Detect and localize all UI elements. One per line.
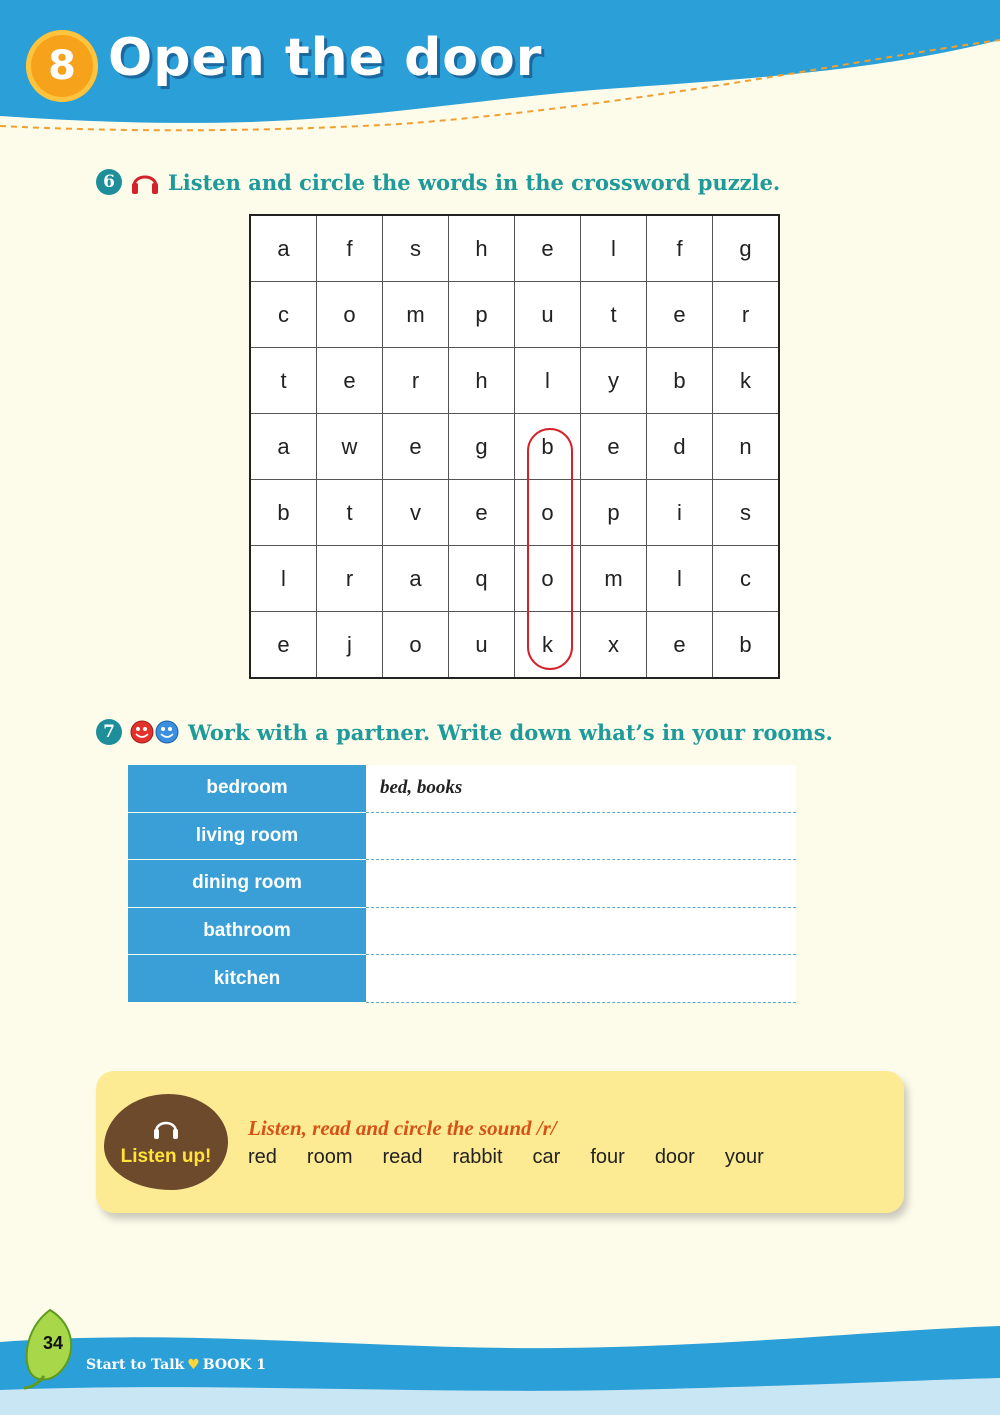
headphones-icon (151, 1114, 181, 1147)
grid-cell[interactable]: y (581, 348, 647, 414)
grid-row (250, 612, 779, 679)
grid-row (250, 546, 779, 612)
grid-cell[interactable]: e (581, 414, 647, 480)
grid-row (250, 348, 779, 414)
grid-row (250, 282, 779, 348)
listen-up-label: Listen up! (120, 1146, 212, 1167)
headphones-icon (130, 168, 160, 196)
grid-cell[interactable]: k (713, 348, 780, 414)
grid-cell[interactable]: t (250, 348, 317, 414)
grid-cell[interactable]: i (647, 480, 713, 546)
exercise-number: 6 (96, 169, 122, 195)
exercise-instruction: Listen and circle the words in the crossword puzzle. (168, 169, 781, 195)
grid-cell[interactable]: x (581, 612, 647, 679)
grid-cell[interactable]: a (383, 546, 449, 612)
sound-word[interactable]: your (724, 1146, 764, 1168)
grid-cell[interactable]: r (383, 348, 449, 414)
room-row (128, 908, 796, 956)
room-answer-field[interactable] (366, 908, 796, 956)
room-label: kitchen (128, 955, 366, 1003)
grid-cell[interactable]: t (581, 282, 647, 348)
exercise-6-heading (96, 168, 780, 196)
grid-cell[interactable]: e (647, 612, 713, 679)
grid-cell[interactable]: o (515, 546, 581, 612)
sound-word-list (248, 1146, 794, 1169)
room-row (128, 765, 796, 813)
room-answer-field[interactable] (366, 813, 796, 861)
grid-cell[interactable]: f (647, 215, 713, 282)
grid-row (250, 215, 779, 282)
book-info (86, 1357, 266, 1373)
grid-cell[interactable]: f (317, 215, 383, 282)
grid-cell[interactable]: b (647, 348, 713, 414)
grid-row (250, 414, 779, 480)
page-number: 34 (43, 1333, 64, 1353)
room-answer-field[interactable]: bed, books (366, 765, 796, 813)
book-label: BOOK 1 (202, 1357, 267, 1373)
page-title: Open the door (108, 28, 543, 88)
sound-word[interactable]: room (306, 1146, 353, 1168)
grid-cell[interactable]: e (250, 612, 317, 679)
grid-cell[interactable]: u (449, 612, 515, 679)
grid-cell[interactable]: l (515, 348, 581, 414)
grid-cell[interactable]: s (383, 215, 449, 282)
grid-cell[interactable]: k (515, 612, 581, 679)
grid-cell[interactable]: e (317, 348, 383, 414)
grid-cell[interactable]: j (317, 612, 383, 679)
grid-cell[interactable]: c (250, 282, 317, 348)
grid-cell[interactable]: o (317, 282, 383, 348)
room-label: dining room (128, 860, 366, 908)
grid-cell[interactable]: m (581, 546, 647, 612)
room-row (128, 955, 796, 1003)
sound-word[interactable]: car (532, 1146, 561, 1168)
rooms-table (128, 765, 796, 1003)
grid-cell[interactable]: r (317, 546, 383, 612)
room-row (128, 860, 796, 908)
crossword-grid (249, 214, 780, 679)
grid-cell[interactable]: u (515, 282, 581, 348)
grid-cell[interactable]: e (383, 414, 449, 480)
grid-cell[interactable]: q (449, 546, 515, 612)
sound-word[interactable]: door (654, 1146, 695, 1168)
room-label: bathroom (128, 908, 366, 956)
grid-cell[interactable]: p (581, 480, 647, 546)
grid-cell[interactable]: a (250, 215, 317, 282)
sound-word[interactable]: read (382, 1146, 423, 1168)
grid-cell[interactable]: l (647, 546, 713, 612)
grid-cell[interactable]: e (647, 282, 713, 348)
grid-cell[interactable]: o (515, 480, 581, 546)
grid-cell[interactable]: e (515, 215, 581, 282)
grid-cell[interactable]: c (713, 546, 780, 612)
grid-cell[interactable]: h (449, 348, 515, 414)
exercise-instruction: Work with a partner. Write down what’s in your rooms. (188, 719, 833, 745)
room-answer-field[interactable] (366, 860, 796, 908)
exercise-7-heading (96, 719, 833, 745)
room-label: bedroom (128, 765, 366, 813)
grid-cell[interactable]: h (449, 215, 515, 282)
listen-up-badge (104, 1094, 228, 1190)
grid-cell[interactable]: d (647, 414, 713, 480)
grid-cell[interactable]: p (449, 282, 515, 348)
sound-word[interactable]: rabbit (452, 1146, 503, 1168)
grid-cell[interactable]: v (383, 480, 449, 546)
grid-cell[interactable]: e (449, 480, 515, 546)
grid-cell[interactable]: a (250, 414, 317, 480)
grid-cell[interactable]: b (713, 612, 780, 679)
grid-cell[interactable]: t (317, 480, 383, 546)
sound-word[interactable]: red (248, 1146, 277, 1168)
grid-cell[interactable]: g (713, 215, 780, 282)
grid-cell[interactable]: s (713, 480, 780, 546)
grid-cell[interactable]: n (713, 414, 780, 480)
grid-cell[interactable]: m (383, 282, 449, 348)
room-label: living room (128, 813, 366, 861)
grid-cell[interactable]: l (250, 546, 317, 612)
room-answer-field[interactable] (366, 955, 796, 1003)
room-row (128, 813, 796, 861)
grid-cell[interactable]: b (515, 414, 581, 480)
sound-word[interactable]: four (590, 1146, 625, 1168)
series-title: Start to Talk (86, 1357, 185, 1373)
heart-icon: ♥ (187, 1357, 200, 1373)
grid-cell[interactable]: r (713, 282, 780, 348)
grid-cell[interactable]: g (449, 414, 515, 480)
unit-number-badge: 8 (26, 30, 98, 102)
grid-cell[interactable]: w (317, 414, 383, 480)
listen-up-instruction: Listen, read and circle the sound /r/ (248, 1116, 557, 1140)
grid-cell[interactable]: l (581, 215, 647, 282)
partner-faces-icon (130, 719, 180, 745)
grid-row (250, 480, 779, 546)
grid-cell[interactable]: o (383, 612, 449, 679)
grid-cell[interactable]: b (250, 480, 317, 546)
exercise-number: 7 (96, 719, 122, 745)
